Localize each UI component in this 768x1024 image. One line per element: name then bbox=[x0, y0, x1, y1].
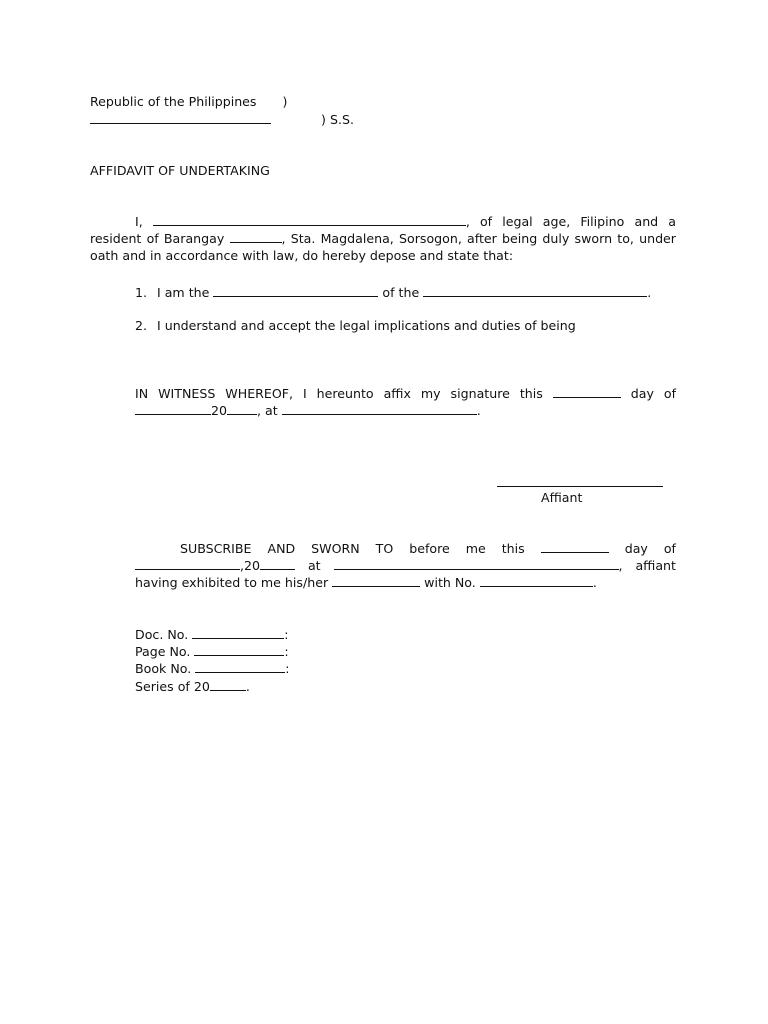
jurat-with-no: with No. bbox=[424, 575, 476, 590]
book-no-label: Book No. bbox=[135, 661, 192, 676]
id-number-blank[interactable] bbox=[480, 574, 593, 587]
intro-line2-suffix: , Sta. Magdalena, Sorsogon, after being duly sworn to, under bbox=[281, 231, 676, 246]
venue-line-row bbox=[90, 111, 354, 128]
id-type-blank[interactable] bbox=[332, 574, 420, 587]
intro-line1-suffix: , of legal age, Filipino and a bbox=[465, 214, 676, 229]
witness-line-1 bbox=[135, 385, 676, 402]
jurat-day-of: day of bbox=[624, 541, 676, 556]
series-row bbox=[135, 678, 250, 695]
jurat-text: SUBSCRIBE AND SWORN TO before me this bbox=[180, 541, 525, 556]
witness-place-blank[interactable] bbox=[282, 402, 477, 415]
organization-blank[interactable] bbox=[423, 284, 647, 297]
barangay-blank[interactable] bbox=[230, 230, 282, 243]
item-2-text: I understand and accept the legal implications and duties of being bbox=[157, 318, 576, 333]
jurat-line-3 bbox=[135, 574, 597, 591]
item-1-middle: of the bbox=[382, 285, 420, 300]
barangay-label: resident of Barangay bbox=[90, 231, 225, 246]
ss-label: ) S.S. bbox=[321, 112, 354, 127]
witness-at: , at bbox=[257, 403, 278, 418]
witness-year-prefix: 20 bbox=[211, 403, 228, 418]
item-1-suffix: . bbox=[647, 285, 652, 300]
venue-paren: ) bbox=[282, 94, 288, 109]
doc-no-row bbox=[135, 626, 289, 643]
doc-no-blank[interactable] bbox=[192, 626, 284, 639]
witness-month-blank[interactable] bbox=[135, 402, 211, 415]
jurat-period: . bbox=[592, 575, 597, 590]
page-no-colon: : bbox=[284, 644, 289, 659]
jurat-exhibited: having exhibited to me his/her bbox=[135, 575, 329, 590]
venue-blank[interactable] bbox=[90, 111, 271, 124]
jurat-day-blank[interactable] bbox=[541, 540, 609, 553]
jurat-affiant: , affiant bbox=[618, 558, 676, 573]
jurat-line-1 bbox=[135, 540, 676, 557]
series-label: Series of 20 bbox=[135, 679, 210, 694]
document-title: AFFIDAVIT OF UNDERTAKING bbox=[90, 163, 270, 178]
position-blank[interactable] bbox=[213, 284, 378, 297]
book-no-colon: : bbox=[285, 661, 290, 676]
item-1-prefix: I am the bbox=[157, 285, 210, 300]
witness-text: IN WITNESS WHEREOF, I hereunto affix my signature this bbox=[135, 386, 543, 401]
jurat-month-blank[interactable] bbox=[135, 557, 240, 570]
page-no-row bbox=[135, 643, 289, 660]
republic-label: Republic of the Philippines bbox=[90, 94, 257, 109]
affiant-name-blank[interactable] bbox=[153, 213, 466, 226]
witness-day-blank[interactable] bbox=[553, 385, 621, 398]
doc-no-colon: : bbox=[284, 627, 289, 642]
item-2-number: 2. bbox=[135, 318, 148, 333]
intro-line-1 bbox=[90, 213, 676, 230]
witness-year-blank[interactable] bbox=[227, 402, 257, 415]
affiant-label: Affiant bbox=[541, 490, 583, 505]
affiant-signature-line[interactable] bbox=[497, 486, 663, 487]
jurat-year-prefix: ,20 bbox=[240, 558, 261, 573]
intro-i: I, bbox=[135, 214, 143, 229]
witness-period: . bbox=[476, 403, 481, 418]
jurat-line-2 bbox=[135, 557, 676, 574]
venue-republic bbox=[90, 93, 287, 110]
doc-no-label: Doc. No. bbox=[135, 627, 189, 642]
page-no-blank[interactable] bbox=[194, 643, 284, 656]
page-no-label: Page No. bbox=[135, 644, 191, 659]
item-1-number: 1. bbox=[135, 285, 148, 300]
jurat-at: at bbox=[307, 558, 321, 573]
intro-line-2 bbox=[90, 230, 676, 247]
intro-line-3: oath and in accordance with law, do hereby depose and state that: bbox=[90, 248, 514, 263]
item-1 bbox=[135, 284, 651, 301]
witness-day-of: day of bbox=[630, 386, 677, 401]
series-blank[interactable] bbox=[210, 678, 246, 691]
jurat-place-blank[interactable] bbox=[334, 557, 619, 570]
series-period: . bbox=[245, 679, 250, 694]
book-no-blank[interactable] bbox=[195, 660, 285, 673]
jurat-year-blank[interactable] bbox=[260, 557, 295, 570]
witness-line-2 bbox=[135, 402, 481, 419]
item-2 bbox=[135, 317, 576, 334]
book-no-row bbox=[135, 660, 290, 677]
